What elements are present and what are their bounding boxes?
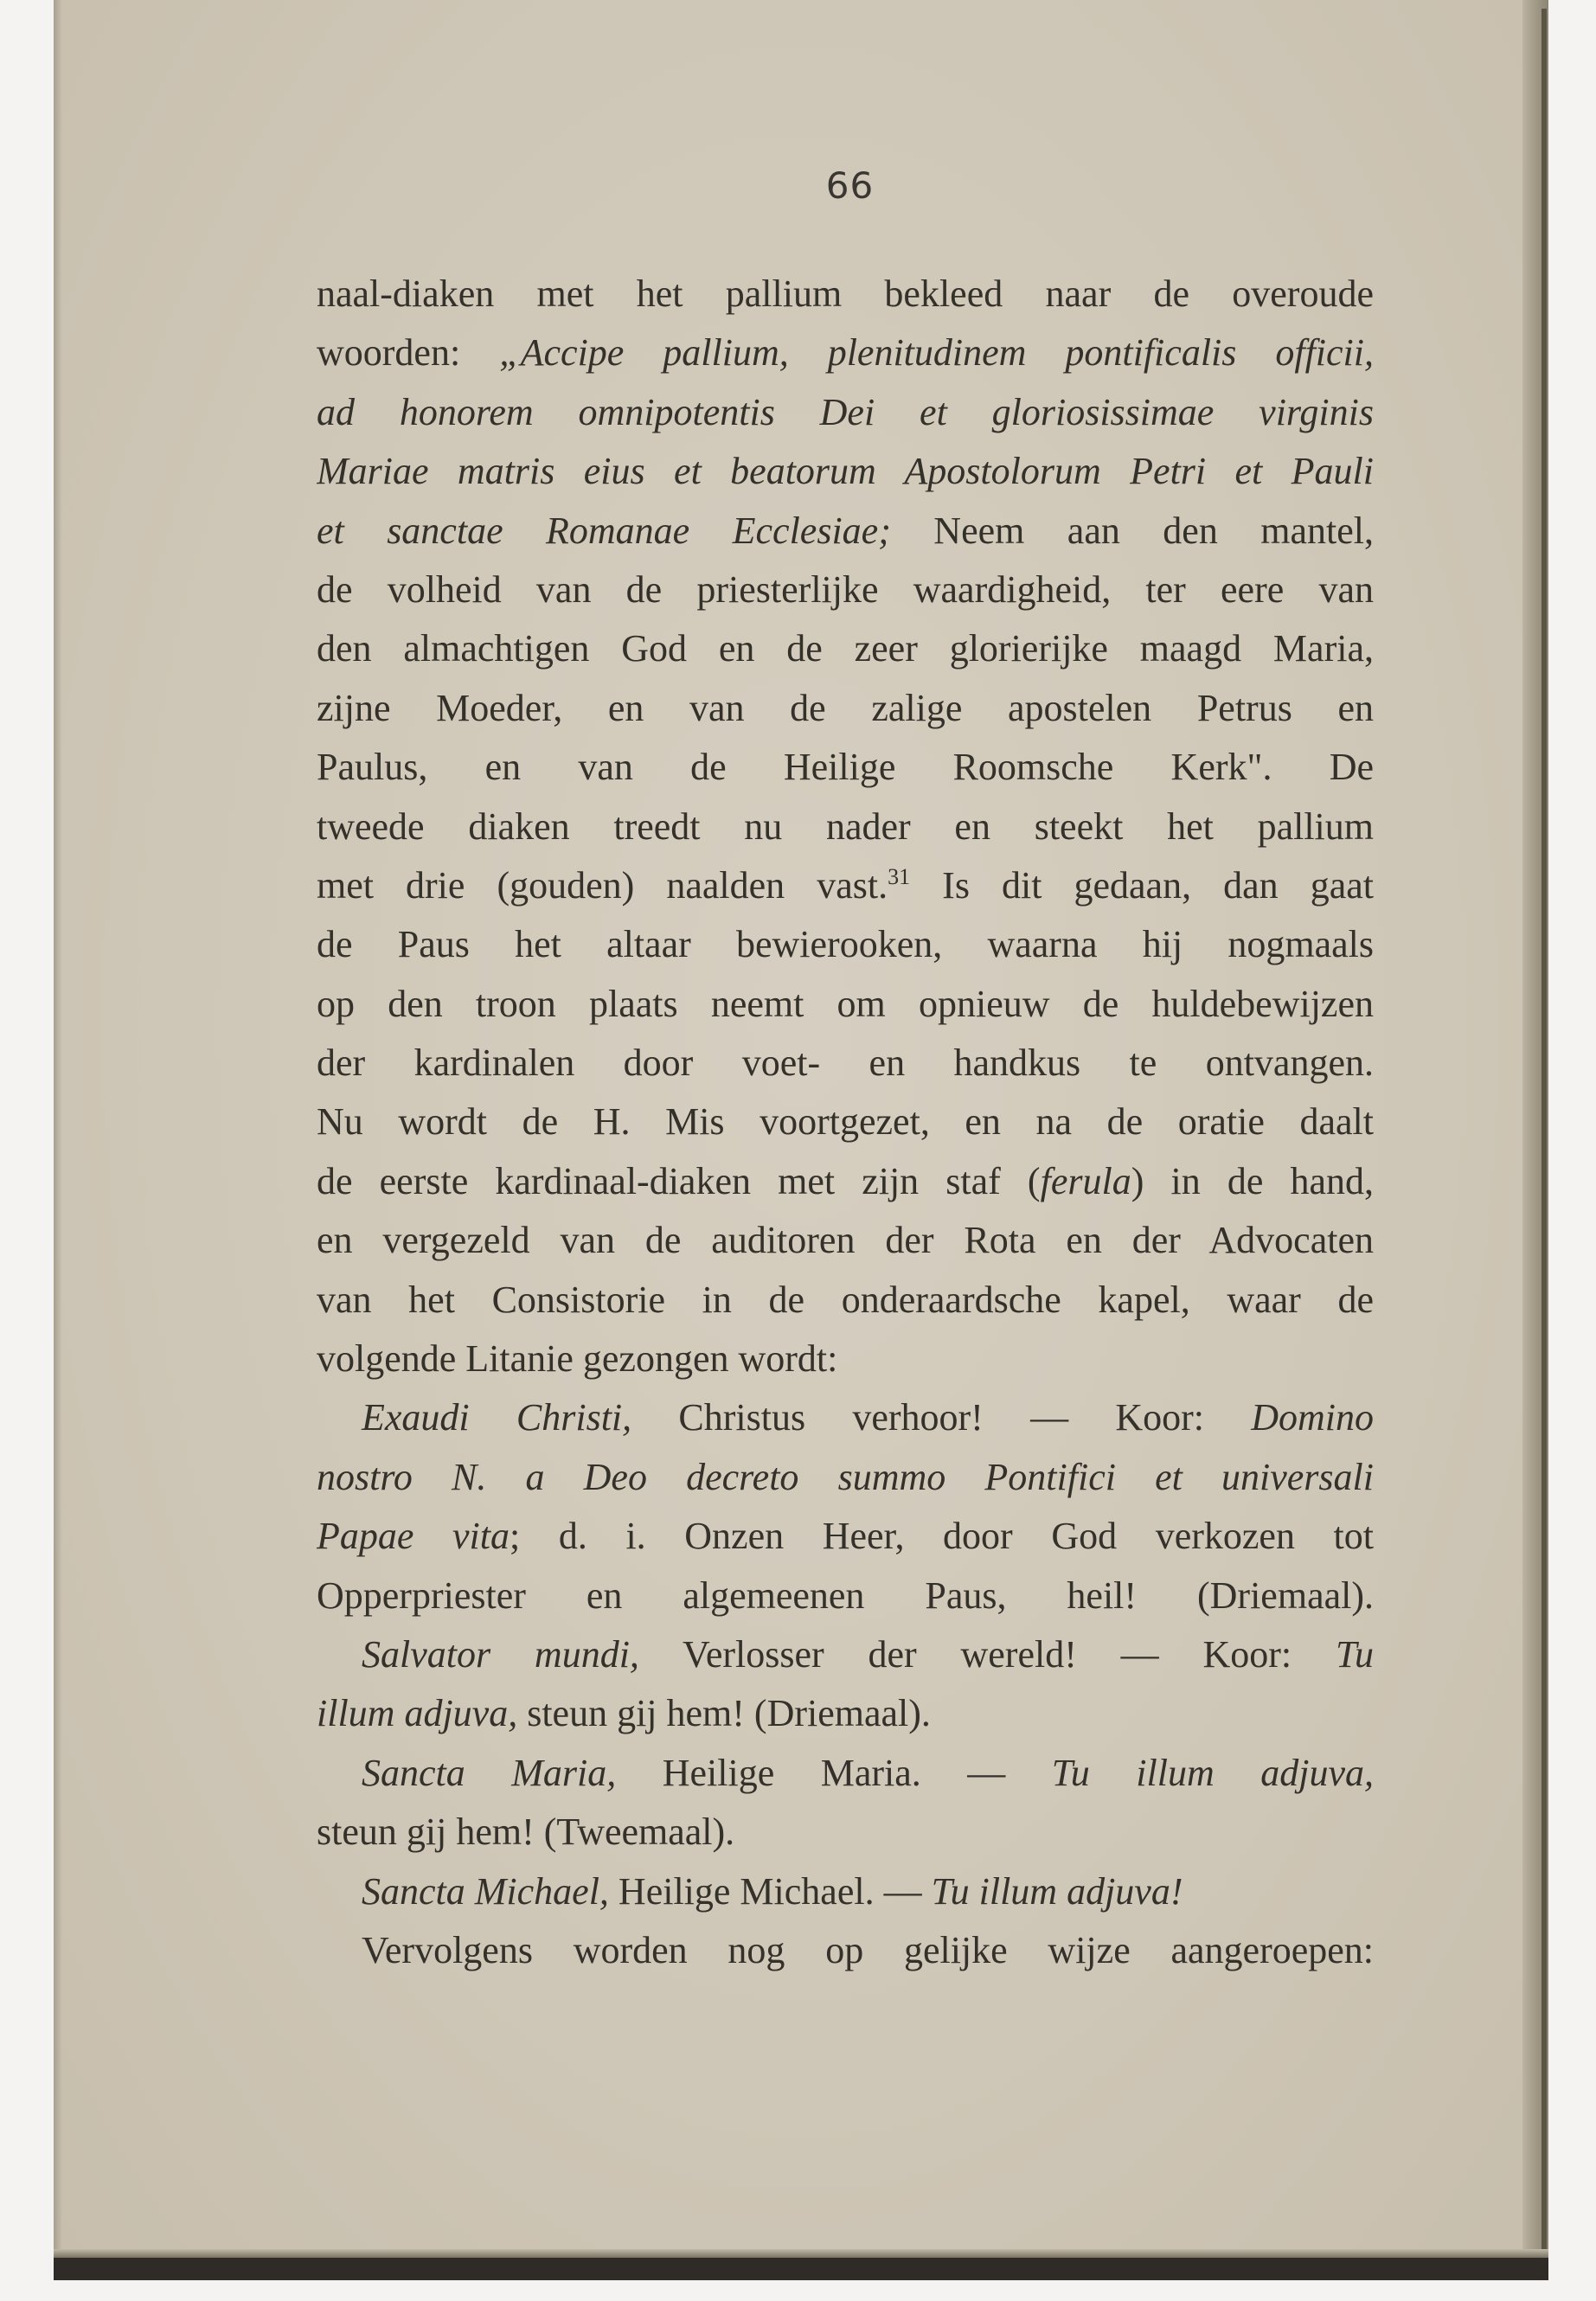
- page-binding-edge: [1542, 9, 1547, 2258]
- text-line: [317, 915, 1374, 974]
- text-line: [317, 1507, 1374, 1566]
- text-line: [317, 1744, 1374, 1803]
- latin-text: Sancta Maria,: [362, 1751, 617, 1794]
- text-segment: volgende Litanie gezongen wordt:: [317, 1337, 838, 1381]
- text-segment: met drie (gouden) naalden vast.: [317, 863, 888, 907]
- text-line: [317, 1152, 1374, 1211]
- text-segment: Nu wordt de H. Mis voortgezet, en na de oratie daalt: [317, 1100, 1374, 1144]
- latin-text: ad honorem omnipotentis Dei et gloriosissimae virginis: [317, 390, 1374, 433]
- text-line: [317, 383, 1374, 442]
- text-line: [317, 1684, 1374, 1743]
- text-line: [317, 679, 1374, 738]
- latin-text: Papae vita: [317, 1515, 510, 1558]
- latin-text: Salvator mundi,: [362, 1632, 639, 1676]
- text-segment: Opperpriester en algemeenen Paus, heil! (Driemaal).: [317, 1574, 1374, 1617]
- text-segment: steun gij hem! (Driemaal).: [517, 1692, 931, 1735]
- text-segment: Paulus, en van de Heilige Roomsche Kerk". De: [317, 746, 1374, 789]
- text-line: [317, 856, 1374, 915]
- scan-bottom-strip: [54, 2258, 1548, 2280]
- text-segment: Verlosser der wereld! — Koor:: [638, 1632, 1336, 1676]
- latin-text: illum adjuva,: [317, 1692, 518, 1735]
- text-line: [317, 975, 1374, 1034]
- text-line: [317, 1567, 1374, 1625]
- text-line: [317, 798, 1374, 856]
- text-segment: woorden:: [317, 331, 500, 375]
- text-segment: der kardinalen door voet- en handkus te ontvangen.: [317, 1042, 1374, 1085]
- text-line: [317, 738, 1374, 797]
- text-segment: den almachtigen God en de zeer glorierijke maagd Maria,: [317, 627, 1374, 670]
- text-segment: de eerste kardinaal-diaken met zijn staf (: [317, 1159, 1041, 1202]
- text-segment: zijne Moeder, en van de zalige apostelen Petrus en: [317, 686, 1374, 729]
- text-segment: Vervolgens worden nog op gelijke wijze aangeroepen:: [362, 1928, 1374, 1971]
- footnote-reference: 31: [888, 863, 911, 889]
- text-segment: van het Consistorie in de onderaardsche kapel, waar de: [317, 1278, 1374, 1321]
- text-line: [317, 1211, 1374, 1270]
- latin-text: Mariae matris eius et beatorum Apostolorum Petri et Pauli: [317, 450, 1374, 493]
- latin-text: Tu: [1335, 1632, 1374, 1676]
- text-segment: op den troon plaats neemt om opnieuw de huldebewijzen: [317, 982, 1374, 1025]
- latin-text: Tu illum adjuva!: [931, 1869, 1183, 1913]
- text-line: [317, 1803, 1374, 1862]
- text-line: [317, 1862, 1374, 1921]
- latin-text: ferula: [1040, 1159, 1131, 1202]
- text-line: [317, 1625, 1374, 1684]
- text-segment: de volheid van de priesterlijke waardigheid, ter eere van: [317, 567, 1374, 611]
- text-line: [317, 1034, 1374, 1093]
- text-line: [317, 502, 1374, 561]
- text-line: [317, 324, 1374, 382]
- text-segment: ) in de hand,: [1131, 1159, 1374, 1202]
- text-line: [317, 442, 1374, 501]
- text-line: [317, 1271, 1374, 1330]
- text-line: [317, 1330, 1374, 1388]
- text-line: [317, 619, 1374, 678]
- text-segment: steun gij hem! (Tweemaal).: [317, 1811, 735, 1854]
- text-segment: Is dit gedaan, dan gaat: [910, 863, 1374, 907]
- latin-text: Exaudi Christi,: [362, 1396, 632, 1439]
- text-segment: Neem aan den mantel,: [890, 509, 1374, 552]
- page-body-text: [317, 265, 1374, 1980]
- text-line: [317, 265, 1374, 324]
- latin-text: Tu illum adjuva,: [1051, 1751, 1374, 1794]
- text-line: [317, 1093, 1374, 1151]
- text-line: [317, 561, 1374, 619]
- text-line: [317, 1921, 1374, 1980]
- text-segment: Christus verhoor! — Koor:: [631, 1396, 1252, 1439]
- latin-text: Domino: [1251, 1396, 1374, 1439]
- latin-text: nostro N. a Deo decreto summo Pontifici et universali: [317, 1455, 1374, 1498]
- text-line: [317, 1448, 1374, 1507]
- latin-text: Sancta Michael,: [362, 1869, 609, 1913]
- text-segment: naal-diaken met het pallium bekleed naar de overoude: [317, 272, 1374, 315]
- latin-text: et sanctae Romanae Ecclesiae;: [317, 509, 891, 552]
- text-segment: tweede diaken treedt nu nader en steekt het pallium: [317, 804, 1374, 848]
- text-line: [317, 1388, 1374, 1447]
- page-left-shadow: [54, 0, 62, 2275]
- text-segment: ; d. i. Onzen Heer, door God verkozen tot: [510, 1515, 1374, 1558]
- latin-text: „Accipe pallium, plenitudinem pontificalis officii,: [499, 331, 1374, 375]
- text-segment: Heilige Maria. —: [616, 1751, 1052, 1794]
- page-bottom-edge: [54, 2249, 1548, 2258]
- text-segment: de Paus het altaar bewierooken, waarna hij nogmaals: [317, 923, 1374, 966]
- text-segment: Heilige Michael. —: [608, 1869, 932, 1913]
- page-number: 66: [825, 164, 875, 207]
- text-segment: en vergezeld van de auditoren der Rota en der Advocaten: [317, 1219, 1374, 1262]
